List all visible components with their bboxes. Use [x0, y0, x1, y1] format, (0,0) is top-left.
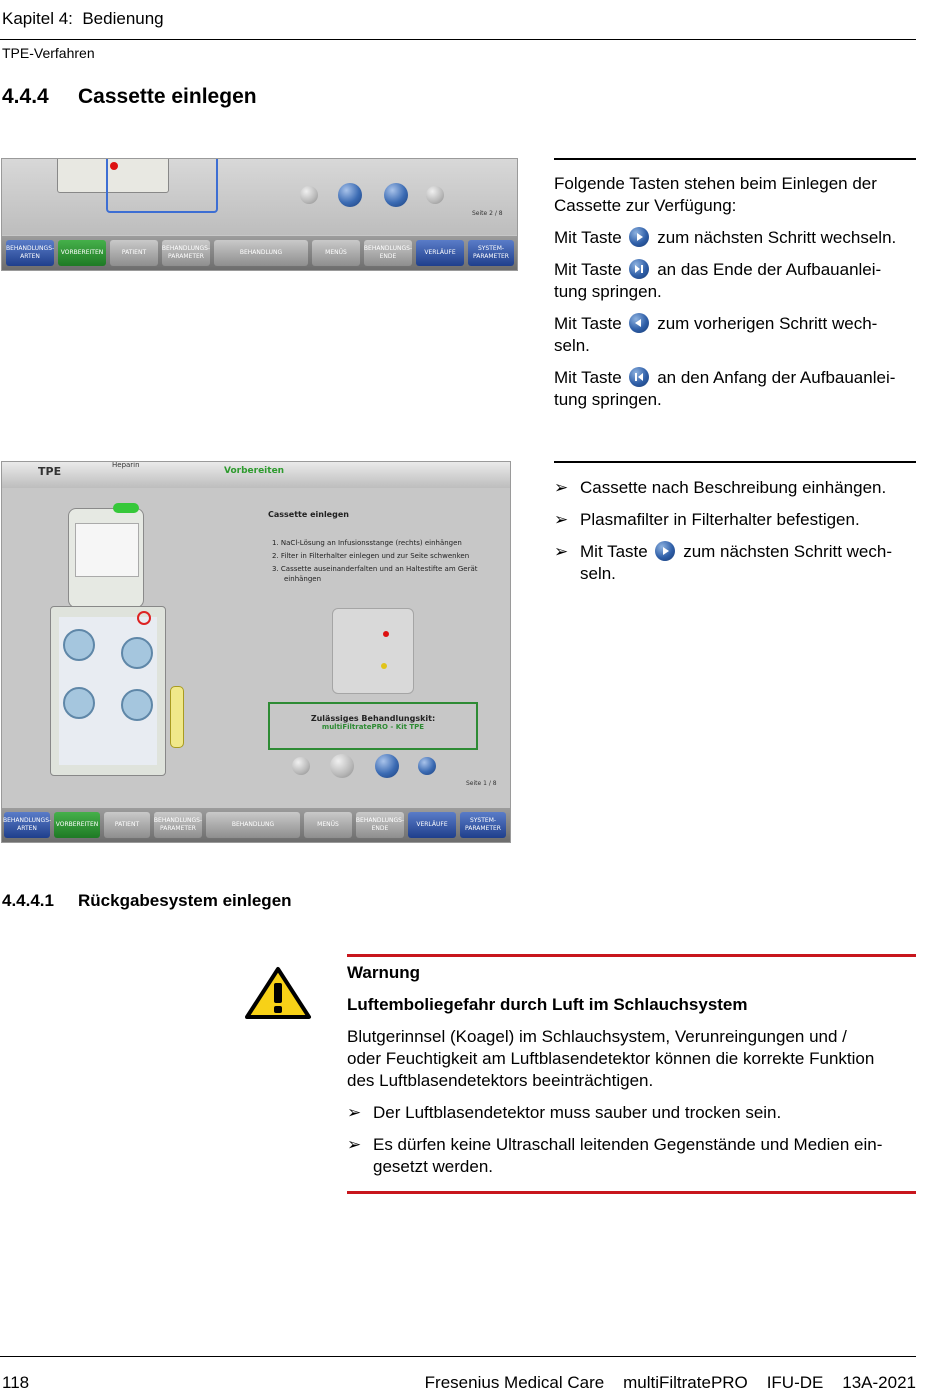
screenshot-cassette [1, 461, 511, 843]
arrow-icon: ➢ [347, 1103, 362, 1122]
item-text: zum nächsten Schritt wechseln. [657, 228, 897, 247]
step-text: Cassette nach Beschreibung einhängen. [580, 478, 887, 497]
mode-label: TPE [38, 465, 62, 478]
nav-bar [2, 236, 517, 270]
nav-behandlungsende[interactable]: BEHANDLUNGS-ENDE [356, 812, 404, 838]
monitor-screen [75, 523, 139, 577]
start-button[interactable] [292, 757, 310, 775]
step-item [554, 477, 924, 499]
warning-block [347, 962, 922, 1188]
pump-icon [63, 687, 95, 719]
steps-list [554, 477, 924, 595]
warning-bottom-bar [347, 1191, 916, 1194]
nav-vorbereiten[interactable]: VORBEREITEN [54, 812, 100, 838]
nav-behandlung[interactable]: BEHANDLUNG [206, 812, 300, 838]
nav-behandlung[interactable]: BEHANDLUNG [214, 240, 308, 266]
next-icon [655, 541, 675, 561]
instruction-line: 2. Filter in Filterhalter einlegen und zur Seite schwenken [272, 552, 470, 560]
item-text: Mit Taste [554, 260, 622, 279]
section-heading [2, 85, 257, 109]
header-rule [0, 39, 916, 40]
footer-product: multiFiltratePRO [623, 1373, 748, 1392]
pump-icon [121, 637, 153, 669]
step-item [554, 541, 924, 585]
warning-body-line: oder Feuchtigkeit am Luftblasendetektor können die korrekte Funktion [347, 1049, 875, 1068]
instruction-list [272, 537, 478, 586]
item-text: Mit Taste [554, 314, 622, 333]
status-label: Vorbereiten [224, 466, 285, 476]
kit-label: Zulässiges Behandlungskit: [310, 714, 436, 723]
pump-icon [121, 689, 153, 721]
nav-behandlungsende[interactable]: BEHANDLUNGS-ENDE [364, 240, 412, 266]
previous-icon [629, 313, 649, 333]
bullet-text: Es dürfen keine Ultraschall leitenden Gegenstände und Medien ein- [373, 1135, 883, 1154]
nav-vorbereiten[interactable]: VORBEREITEN [58, 240, 106, 266]
nav-behandlungsparameter[interactable]: BEHANDLUNGS-PARAMETER [154, 812, 202, 838]
instruction-line: einhängen [284, 575, 322, 583]
arrow-icon: ➢ [554, 542, 569, 561]
warning-top-bar [347, 954, 916, 957]
previous-button[interactable] [338, 183, 362, 207]
instruction-line: 1. NaCl-Lösung an Infusionsstange (rechts) einhängen [272, 539, 462, 547]
page-indicator: Seite 1 / 8 [466, 780, 497, 787]
nav-systemparameter[interactable]: SYSTEM-PARAMETER [460, 812, 506, 838]
chapter-label: Kapitel 4: [2, 9, 73, 28]
instruction-title: Cassette einlegen [268, 510, 349, 519]
intro-item-next [554, 227, 924, 249]
footer-doc: IFU-DE [766, 1373, 824, 1392]
subsection-title: Rückgabesystem einlegen [78, 891, 292, 910]
footer-info [425, 1373, 916, 1393]
steps-rule [554, 461, 916, 463]
nav-behandlungsarten[interactable]: BEHANDLUNGS-ARTEN [4, 812, 50, 838]
intro-item-start [554, 367, 924, 411]
page-number: 118 [2, 1373, 30, 1392]
arrow-icon: ➢ [554, 510, 569, 529]
subsection-number: 4.4.4.1 [2, 891, 54, 910]
item-text: an den Anfang der Aufbauanlei- [657, 368, 896, 387]
yellow-marker-icon [381, 663, 387, 669]
red-marker-icon [383, 631, 389, 637]
nav-verlaeufe[interactable]: VERLÄUFE [416, 240, 464, 266]
intro-item-previous [554, 313, 924, 357]
nav-behandlungsparameter[interactable]: BEHANDLUNGS-PARAMETER [162, 240, 210, 266]
step-text: Plasmafilter in Filterhalter befestigen. [580, 510, 860, 529]
intro-line: Cassette zur Verfügung: [554, 196, 737, 215]
section-number: 4.4.4 [2, 85, 49, 108]
footer-company: Fresenius Medical Care [424, 1373, 605, 1392]
item-text: seln. [554, 336, 590, 355]
item-text: tung springen. [554, 282, 662, 301]
end-button[interactable] [426, 186, 444, 204]
warning-title: Warnung [347, 963, 421, 982]
next-icon [629, 227, 649, 247]
step-text: seln. [580, 564, 616, 583]
nav-menus[interactable]: MENÜS [312, 240, 360, 266]
footer-version: 13A-2021 [842, 1373, 916, 1392]
section-subtitle: TPE-Verfahren [2, 45, 95, 61]
intro-line: Folgende Tasten stehen beim Einlegen der [554, 174, 877, 193]
end-icon [629, 259, 649, 279]
intro-block [554, 173, 924, 421]
end-button[interactable] [418, 757, 436, 775]
arrow-icon: ➢ [554, 478, 569, 497]
step-text: Mit Taste [580, 542, 648, 561]
status-light-icon [113, 503, 139, 513]
warning-bullet [347, 1102, 922, 1124]
nav-patient[interactable]: PATIENT [110, 240, 158, 266]
nav-menus[interactable]: MENÜS [304, 812, 352, 838]
previous-button[interactable] [330, 754, 354, 778]
page-indicator: Seite 2 / 8 [472, 210, 503, 217]
clamp-icon [137, 611, 151, 625]
subsection-heading [2, 891, 292, 911]
warning-body [347, 1026, 922, 1092]
item-text: Mit Taste [554, 368, 622, 387]
filter-icon [170, 686, 184, 748]
nav-systemparameter[interactable]: SYSTEM-PARAMETER [468, 240, 514, 266]
kit-box [268, 702, 478, 750]
warning-body-line: Blutgerinnsel (Koagel) im Schlauchsystem, Verunreingungen und / [347, 1027, 847, 1046]
next-button[interactable] [375, 754, 399, 778]
step-text: zum nächsten Schritt wech- [683, 542, 892, 561]
highlight-frame [106, 158, 218, 213]
nav-patient[interactable]: PATIENT [104, 812, 150, 838]
start-icon [629, 367, 649, 387]
pump-icon [63, 629, 95, 661]
nav-bar [2, 808, 510, 842]
arrow-icon: ➢ [347, 1135, 362, 1154]
footer-rule [0, 1356, 916, 1357]
warning-icon [244, 966, 312, 1020]
item-text: zum vorherigen Schritt wech- [657, 314, 878, 333]
kit-name: multiFiltratePRO - Kit TPE [321, 723, 425, 731]
item-text: an das Ende der Aufbauanlei- [657, 260, 882, 279]
section-title: Cassette einlegen [78, 85, 257, 108]
status-bar [2, 462, 510, 488]
start-button[interactable] [300, 186, 318, 204]
step-item [554, 509, 924, 531]
cassette-diagram [332, 608, 414, 694]
instruction-line: 3. Cassette auseinanderfalten und an Haltestifte am Gerät [272, 565, 478, 573]
intro-rule [554, 158, 916, 160]
warning-body-line: des Luftblasendetektors beeinträchtigen. [347, 1071, 654, 1090]
machine-illustration [32, 502, 182, 802]
item-text: tung springen. [554, 390, 662, 409]
screenshot-navigation [1, 158, 518, 271]
bullet-text: Der Luftblasendetektor muss sauber und trocken sein. [373, 1103, 782, 1122]
warning-bullet [347, 1134, 922, 1178]
item-text: Mit Taste [554, 228, 622, 247]
monitor [68, 508, 144, 608]
chapter-header [2, 9, 164, 29]
nav-verlaeufe[interactable]: VERLÄUFE [408, 812, 456, 838]
anticoag-label: Heparin [112, 461, 140, 469]
warning-subtitle: Luftemboliegefahr durch Luft im Schlauchsystem [347, 995, 748, 1014]
bullet-text: gesetzt werden. [373, 1157, 494, 1176]
nav-behandlungsarten[interactable]: BEHANDLUNGS-ARTEN [6, 240, 54, 266]
cassette-panel [50, 606, 166, 776]
intro-item-end [554, 259, 924, 303]
warning-bullets [347, 1102, 922, 1178]
next-button[interactable] [384, 183, 408, 207]
intro-paragraph [554, 173, 924, 217]
chapter-title: Bedienung [82, 9, 164, 28]
